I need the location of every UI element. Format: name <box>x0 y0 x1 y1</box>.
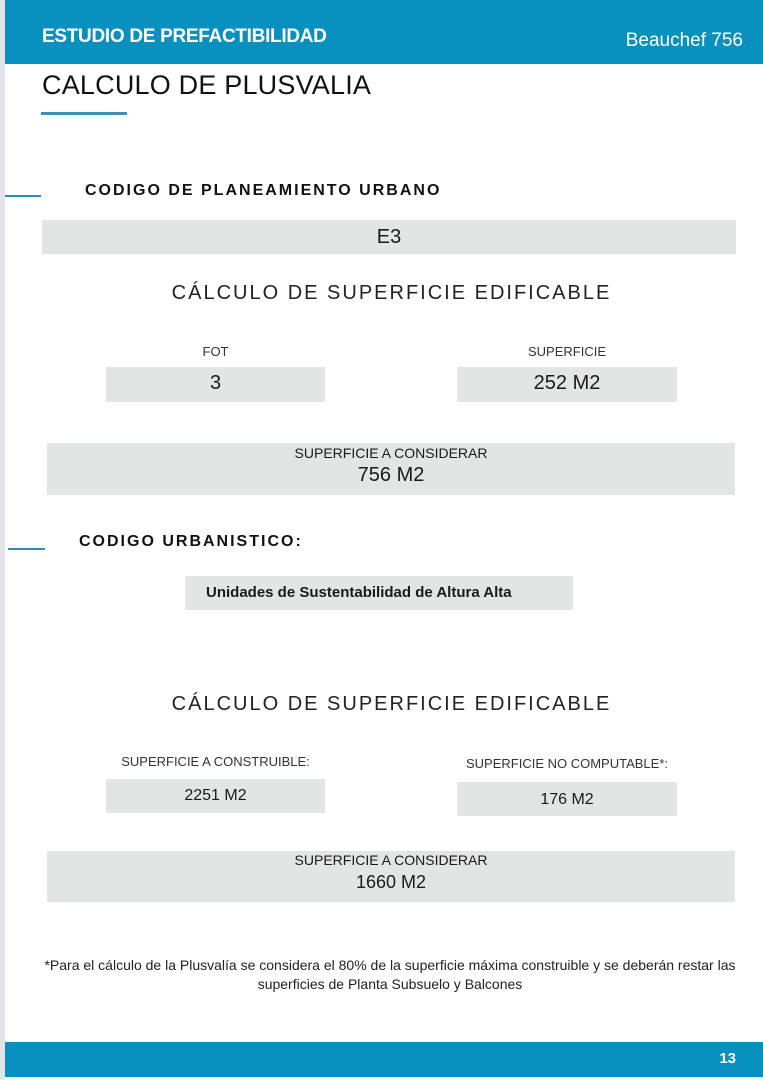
urbanistico-value: Unidades de Sustentabilidad de Altura Alta <box>185 576 573 610</box>
construible-label: SUPERFICIE A CONSTRUIBLE: <box>121 754 310 769</box>
considerar1-value: 756 M2 <box>357 464 425 486</box>
considerar1-label: SUPERFICIE A CONSIDERAR <box>294 445 488 461</box>
project-name: Beauchef 756 <box>625 30 743 51</box>
page-title: CALCULO DE PLUSVALIA <box>42 70 372 100</box>
planeamiento-value: E3 <box>42 220 736 254</box>
superficie-value: 252 M2 <box>457 367 677 402</box>
page-edge <box>0 0 5 1080</box>
considerar2-value: 1660 M2 <box>355 872 427 892</box>
section-dash <box>5 195 41 197</box>
considerar2-box <box>47 851 735 902</box>
title-underline <box>41 112 127 115</box>
superficie-label: SUPERFICIE <box>527 344 606 359</box>
page-number: 13 <box>719 1050 736 1067</box>
report-title: ESTUDIO DE PREFACTIBILIDAD <box>42 26 327 47</box>
considerar2-label: SUPERFICIE A CONSIDERAR <box>294 852 488 868</box>
considerar1-box <box>47 443 735 495</box>
calculo1-heading: CÁLCULO DE SUPERFICIE EDIFICABLE <box>171 282 612 304</box>
footer-bar <box>5 1042 763 1077</box>
urbanistico-heading: CODIGO URBANISTICO: <box>79 533 303 550</box>
planeamiento-heading: CODIGO DE PLANEAMIENTO URBANO <box>85 182 442 199</box>
section-dash <box>8 548 45 550</box>
calculo2-heading: CÁLCULO DE SUPERFICIE EDIFICABLE <box>171 693 612 715</box>
no-computable-value: 176 M2 <box>457 782 677 816</box>
fot-label: FOT <box>202 344 229 359</box>
no-computable-label: SUPERFICIE NO COMPUTABLE*: <box>465 756 668 771</box>
footnote: *Para el cálculo de la Plusvalía se considera el 80% de la superficie máxima construible y se deberán restar las superficies de Planta Subsuelo y Balcones <box>44 957 736 992</box>
fot-value: 3 <box>106 367 325 402</box>
header-bar <box>5 0 763 64</box>
construible-value: 2251 M2 <box>106 779 325 813</box>
